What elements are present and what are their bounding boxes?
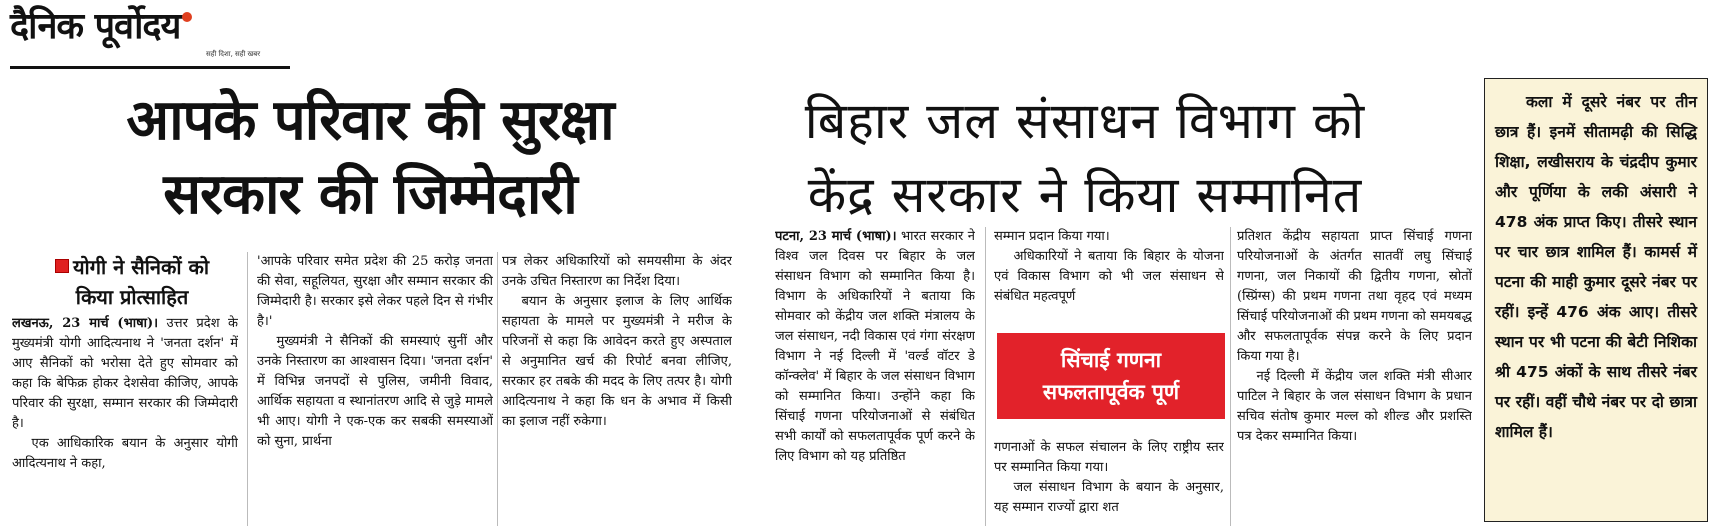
column-divider [247, 252, 248, 526]
story2-col5-para2: अधिकारियों ने बताया कि बिहार के योजना एवं विकास विभाग को भी जल संसाधन से संबंधित महत्वपूर्ण [994, 249, 1224, 304]
masthead-rule [10, 66, 290, 69]
story1-subhead-line1: योगी ने सैनिकों को [72, 255, 210, 279]
story1-dateline: लखनऊ, 23 मार्च (भाषा)। [12, 316, 159, 331]
story2-headline-line2: केंद्र सरकार ने किया सम्मानित [807, 166, 1363, 224]
story2-headline [765, 84, 1405, 232]
story1-headline [10, 84, 730, 232]
story1-column-2 [257, 252, 493, 526]
story2-column-2-top [994, 227, 1224, 317]
story2-column-1 [775, 227, 975, 526]
story2-col5-para1: सम्मान प्रदान किया गया। [994, 229, 1110, 244]
column-divider [497, 252, 498, 526]
sidebar-box [1484, 78, 1708, 522]
masthead-logo: दैनिक पूर्वोदय [10, 4, 290, 48]
story1-column-3 [502, 252, 732, 526]
bullet-square-icon [55, 259, 69, 273]
story1-headline-line2: सरकार की जिम्मेदारी [163, 162, 577, 227]
story1-col1-text: उत्तर प्रदेश के मुख्यमंत्री योगी आदित्यनाथ ने 'जनता दर्शन' में आए सैनिकों को भरोसा देते हुए सोमवार को कहा कि बेफिक्र होकर देशसेवा कीजिए, आपके परिवार की सुरक्षा, सम्मान सरकार की जिम्मेदारी है। [12, 316, 238, 431]
story2-column-3 [1237, 227, 1472, 526]
sidebar-text: कला में दूसरे नंबर पर तीन छात्र हैं। इनमें सीतामढ़ी की सिद्धि शिक्षा, लखीसराय के चंद्रदीप कुमार और पूर्णिया के लकी अंसारी ने 478 अंक प्राप्त किए। तीसरे स्थान पर चार छात्र शामिल हैं। कामर्स में पटना की माही कुमार दूसरे नंबर पर रहीं। इन्हें 476 अंक आए। तीसरे स्थान पर भी पटना की बेटी निशिका श्री 475 अंकों के साथ तीसरे नंबर पर रहीं। वहीं चौथे नंबर पर दो छात्रा शामिल हैं। [1495, 93, 1697, 441]
story2-column-2-bottom [994, 438, 1224, 526]
story2-col4-text: भारत सरकार ने विश्व जल दिवस पर बिहार के जल संसाधन विभाग को सम्मानित किया है। विभाग के अधिकारियों ने बताया कि सोमवार को केंद्रीय जल शक्ति मंत्रालय के जल संसाधन, नदी विकास एवं गंगा संरक्षण विभाग ने नई दिल्ली में 'वर्ल्ड वॉटर डे कॉन्क्लेव' में बिहार के जल संसाधन विभाग को सम्मानित किया। उन्होंने कहा कि सिंचाई गणना परियोजनाओं से संबंधित सभी कार्यों को सफलतापूर्वक पूर्ण करने के लिए विभाग को यह प्रतिष्ठित [775, 229, 975, 464]
story1-subhead [22, 252, 242, 312]
logo-dot-icon [182, 12, 192, 22]
masthead-tagline: सही दिशा, सही खबर [206, 50, 261, 58]
story2-col6-para1: प्रतिशत केंद्रीय सहायता प्राप्त सिंचाई गणना परियोजनाओं के अंतर्गत सातवीं लघु सिंचाई गणना, जल निकायों की द्वितीय गणना, स्रोतों (स्प्रिंग्स) की प्रथम गणना तथा वृहद एवं मध्यम सिंचाई परियोजनाओं की प्रथम गणना को समयबद्ध और सफलतापूर्वक संपन्न करने के लिए प्रदान किया गया है। [1237, 229, 1472, 364]
highlight-box-line1: सिंचाई गणना [1060, 348, 1162, 372]
story1-col3-para1: पत्र लेकर अधिकारियों को समयसीमा के अंदर उनके उचित निस्तारण का निर्देश दिया। [502, 254, 732, 289]
highlight-box [997, 333, 1225, 419]
story2-col5-para4: जल संसाधन विभाग के बयान के अनुसार, यह सम्मान राज्यों द्वारा शत [994, 480, 1224, 515]
story2-dateline: पटना, 23 मार्च (भाषा)। [775, 229, 897, 244]
story1-col2-para2: मुख्यमंत्री ने सैनिकों की समस्याएं सुनीं और उनके निस्तारण का आश्वासन दिया। 'जनता दर्शन' में विभिन्न जनपदों से पुलिस, जमीनी विवाद, आर्थिक सहायता व स्थानांतरण आदि से जुड़े मामले भी आए। योगी ने एक-एक कर सबकी समस्याओं को सुना, प्रार्थना [257, 334, 493, 449]
column-divider [1230, 227, 1231, 526]
story1-subhead-line2: किया प्रोत्साहित [75, 285, 189, 309]
story2-col6-para2: नई दिल्ली में केंद्रीय जल शक्ति मंत्री सीआर पाटिल ने बिहार के जल संसाधन विभाग के प्रधान सचिव संतोष कुमार मल्ल को शील्ड और प्रशस्ति पत्र देकर सम्मानित किया। [1237, 369, 1472, 444]
story1-col2-para1: 'आपके परिवार समेत प्रदेश की 25 करोड़ जनता की सेवा, सहूलियत, सुरक्षा और सम्मान सरकार की जिम्मेदारी है। सरकार इसे लेकर पहले दिन से गंभीर है।' [257, 254, 493, 329]
story1-col3-para2: बयान के अनुसार इलाज के लिए आर्थिक सहायता के मामले पर मुख्यमंत्री ने मरीज के परिजनों से कहा कि आवेदन करते हुए अस्पताल से अनुमानित खर्च की रिपोर्ट बनवा लीजिए, सरकार हर तबके की मदद के लिए तत्पर है। योगी आदित्यनाथ ने कहा कि धन के अभाव में किसी का इलाज नहीं रुकेगा। [502, 294, 732, 429]
story1-headline-line1: आपके परिवार की सुरक्षा [126, 88, 614, 153]
story2-headline-line1: बिहार जल संसाधन विभाग को [804, 92, 1366, 150]
story1-column-1 [12, 314, 238, 526]
highlight-box-line2: सफलतापूर्वक पूर्ण [1042, 380, 1180, 404]
column-divider [985, 227, 986, 526]
story2-col5-para3: गणनाओं के सफल संचालन के लिए राष्ट्रीय स्तर पर सम्मानित किया गया। [994, 440, 1224, 475]
story1-col1-para2: एक आधिकारिक बयान के अनुसार योगी आदित्यनाथ ने कहा, [12, 436, 238, 471]
masthead [10, 4, 290, 74]
